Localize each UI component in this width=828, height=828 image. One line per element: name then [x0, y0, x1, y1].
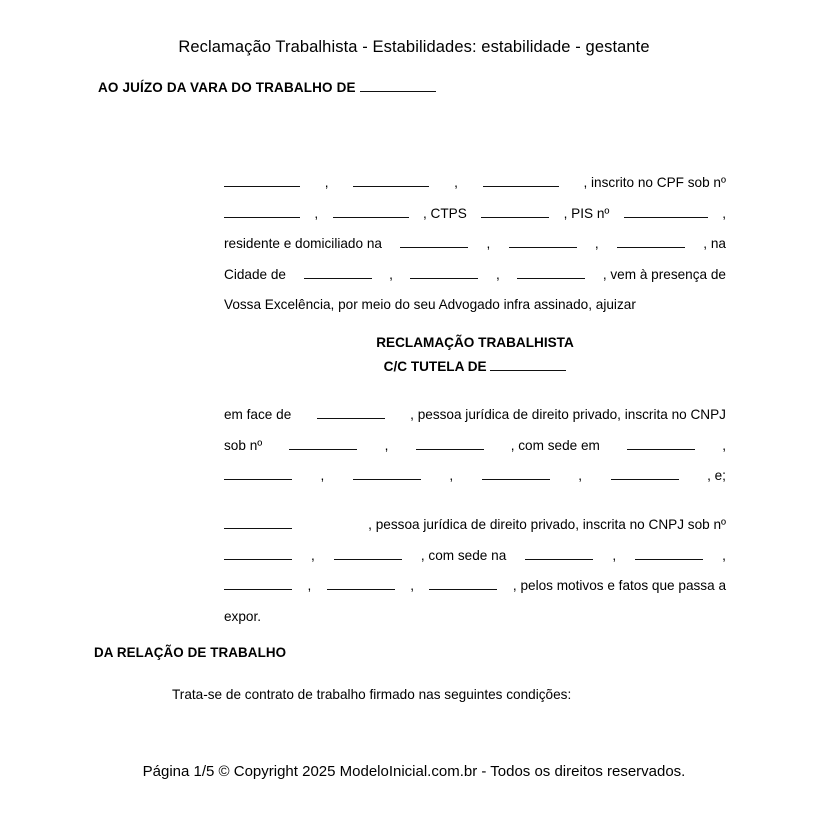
reclamada1-text-2d: , — [722, 437, 726, 453]
blank-field-reclamada2-cnpj[interactable] — [224, 547, 292, 559]
section-body-relacao-trabalho: Trata-se de contrato de trabalho firmado nas seguintes condições: — [172, 687, 572, 702]
qualificacao-text-1c: , inscrito no CPF sob nº — [583, 175, 726, 190]
action-heading-line-2 — [224, 355, 726, 379]
qualificacao-text-3a: residente e domiciliado na — [224, 236, 382, 251]
qualificacao-line-1 — [224, 168, 726, 199]
blank-field-nome[interactable] — [224, 175, 300, 187]
reclamada1-text-2b: , — [384, 437, 389, 453]
reclamada2-text-3b: , — [410, 578, 414, 593]
blank-field-nacionalidade[interactable] — [353, 175, 429, 187]
reclamada2-line-1 — [224, 510, 726, 541]
blank-field-ctps[interactable] — [481, 205, 549, 217]
reclamada1-text-1b: , pessoa jurídica de direito privado, inscrita no CNPJ — [410, 407, 726, 422]
blank-field-reclamada2-end1[interactable] — [635, 547, 703, 559]
addressee-text: AO JUÍZO DA VARA DO TRABALHO DE — [98, 80, 356, 96]
reclamada1-line-1 — [224, 400, 726, 431]
blank-field-pis[interactable] — [624, 205, 708, 217]
paragraph-reclamada-1 — [224, 400, 726, 492]
blank-field-reclamada2-nome[interactable] — [224, 517, 292, 529]
blank-field-reclamada1-cnpj[interactable] — [289, 437, 357, 449]
blank-field-reclamada1-end3[interactable] — [482, 468, 550, 480]
blank-field-reclamada1-sede[interactable] — [627, 437, 695, 449]
blank-field-reclamada1-ie[interactable] — [416, 437, 484, 449]
action-heading-line-1: RECLAMAÇÃO TRABALHISTA — [376, 335, 574, 350]
qualificacao-text-2b: , CTPS — [423, 205, 467, 221]
reclamada2-text-2b: , com sede na — [420, 547, 507, 563]
paragraph-reclamada-2 — [224, 510, 726, 632]
qualificacao-text-4b: , — [389, 266, 393, 282]
qualificacao-text-2c: , PIS nº — [563, 205, 610, 221]
qualificacao-text-3b: , — [486, 236, 491, 251]
page-title: Reclamação Trabalhista - Estabilidades: estabilidade - gestante — [178, 38, 650, 56]
blank-field-rg[interactable] — [333, 205, 409, 217]
reclamada1-text-2a: sob nº — [224, 437, 263, 453]
reclamada1-line-2 — [224, 431, 726, 462]
reclamada2-text-3a: , — [307, 578, 312, 593]
qualificacao-line-3 — [224, 229, 726, 260]
reclamada2-line-4: expor. — [224, 608, 262, 624]
blank-field-reclamada2-end4[interactable] — [429, 578, 497, 590]
reclamada1-text-3c: , — [578, 468, 582, 483]
qualificacao-text-2a: , — [314, 205, 319, 221]
qualificacao-text-3d: , na — [703, 236, 726, 251]
reclamada2-text-1a: , pessoa jurídica de direito privado, inscrita no CNPJ sob nº — [368, 517, 726, 532]
qualificacao-text-1b: , — [454, 175, 458, 190]
blank-field-reclamada2-sede[interactable] — [525, 547, 593, 559]
reclamada2-line-3 — [224, 571, 726, 602]
blank-field-cidade[interactable] — [304, 266, 372, 278]
reclamada1-text-3a: , — [320, 468, 325, 483]
qualificacao-text-4c: , — [495, 266, 500, 282]
qualificacao-text-4d: , vem à presença de — [602, 266, 726, 282]
action-heading — [224, 331, 726, 379]
blank-field-reclamada1-end2[interactable] — [353, 468, 421, 480]
reclamada1-text-3d: , e; — [707, 468, 726, 483]
qualificacao-text-4a: Cidade de — [224, 266, 286, 282]
blank-field-reclamada1-end4[interactable] — [611, 468, 679, 480]
qualificacao-line-4 — [224, 260, 726, 291]
blank-field-numero[interactable] — [509, 236, 577, 248]
reclamada1-text-2c: , com sede em — [510, 437, 600, 453]
blank-field-estado-civil[interactable] — [483, 175, 559, 187]
reclamada1-text-3b: , — [449, 468, 454, 483]
blank-field-reclamada1-end1[interactable] — [224, 468, 292, 480]
blank-field-cep[interactable] — [517, 266, 585, 278]
qualificacao-text-2d: , — [722, 205, 726, 221]
blank-field-estado[interactable] — [410, 266, 478, 278]
qualificacao-text-3c: , — [594, 236, 599, 251]
page-footer: Página 1/5 © Copyright 2025 ModeloInicial.com.br - Todos os direitos reservados. — [142, 763, 686, 780]
qualificacao-line-5: Vossa Excelência, por meio do seu Advogado infra assinado, ajuizar — [224, 297, 636, 312]
reclamada2-text-2c: , — [612, 547, 617, 563]
qualificacao-text-1a: , — [324, 175, 329, 190]
action-heading-text-2: C/C TUTELA DE — [383, 359, 487, 374]
reclamada2-text-2a: , — [311, 547, 315, 563]
blank-field-reclamada1-nome[interactable] — [317, 407, 385, 419]
reclamada2-text-3c: , pelos motivos e fatos que passa a — [512, 578, 726, 593]
section-heading-relacao-trabalho: DA RELAÇÃO DE TRABALHO — [94, 645, 287, 660]
addressee-heading — [98, 80, 436, 95]
reclamada1-text-1a: em face de — [224, 407, 292, 422]
reclamada2-line-2 — [224, 541, 726, 572]
reclamada2-text-2d: , — [722, 547, 726, 563]
blank-field-cpf[interactable] — [224, 205, 300, 217]
blank-field-reclamada2-end2[interactable] — [224, 578, 292, 590]
blank-field-endereco[interactable] — [400, 236, 468, 248]
reclamada1-line-3 — [224, 461, 726, 492]
blank-field-reclamada2-end3[interactable] — [327, 578, 395, 590]
qualificacao-line-2 — [224, 199, 726, 230]
paragraph-qualificacao — [224, 168, 726, 321]
blank-field-tutela[interactable] — [490, 359, 566, 371]
blank-field-vara[interactable] — [360, 80, 436, 92]
blank-field-reclamada2-ie[interactable] — [334, 547, 402, 559]
blank-field-bairro[interactable] — [617, 236, 685, 248]
